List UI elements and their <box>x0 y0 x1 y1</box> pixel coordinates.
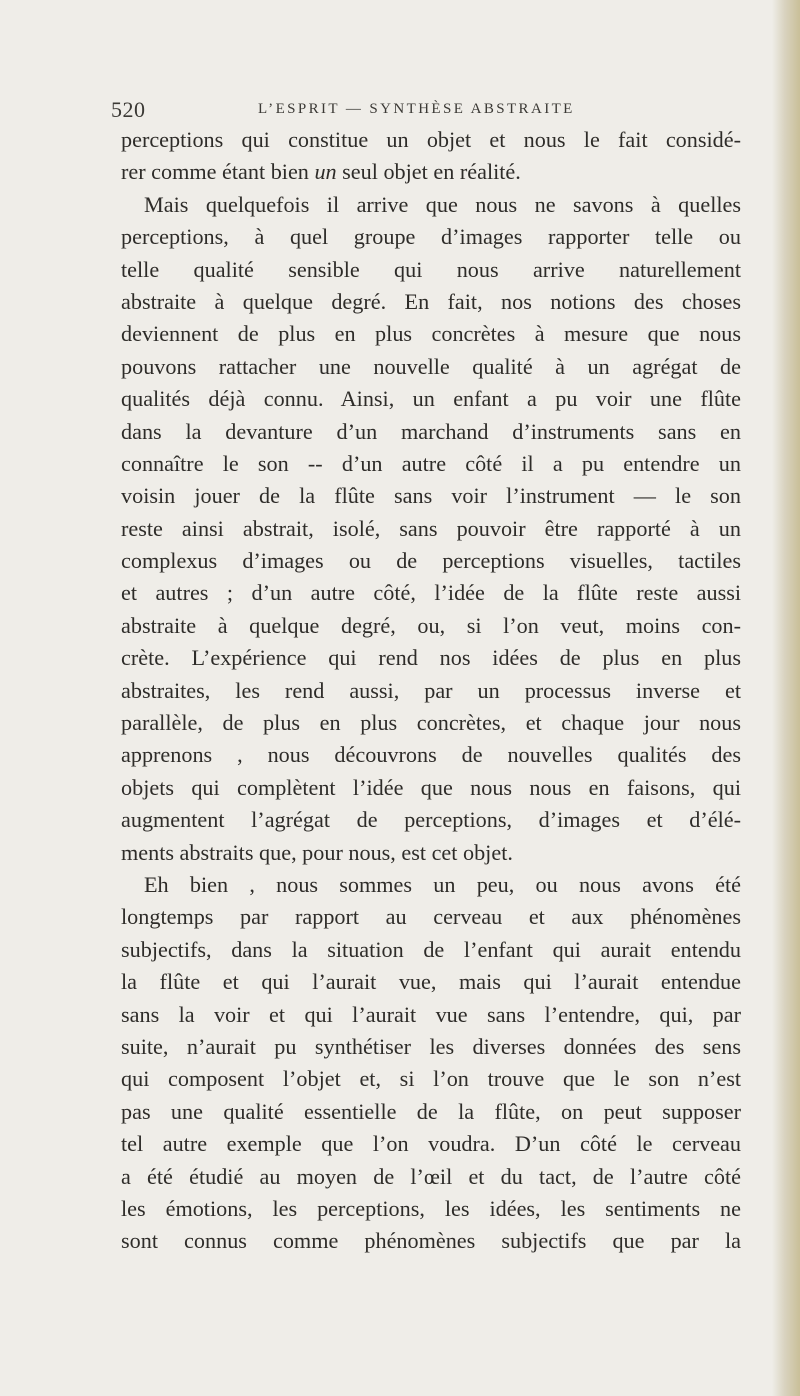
text-line: crète. L’expérience qui rend nos idées de plus en plus <box>121 645 741 671</box>
body-text <box>121 124 741 1258</box>
text-line: abstraites, les rend aussi, par un processus inverse et <box>121 677 741 703</box>
text-line: a été étudié au moyen de l’œil et du tact, de l’autre côté <box>121 1163 741 1189</box>
text-line: telle qualité sensible qui nous arrive naturellement <box>121 256 741 282</box>
text-line: la flûte et qui l’aurait vue, mais qui l’aurait entendue <box>121 969 741 995</box>
text-line: et autres ; d’un autre côté, l’idée de la flûte reste aussi <box>121 580 741 606</box>
text-line: sans la voir et qui l’aurait vue sans l’entendre, qui, par <box>121 1001 741 1027</box>
text-line: suite, n’aurait pu synthétiser les diverses données des sens <box>121 1033 741 1059</box>
text-line: qualités déjà connu. Ainsi, un enfant a pu voir une flûte <box>121 386 741 412</box>
text-line: complexus d’images ou de perceptions visuelles, tactiles <box>121 548 741 574</box>
text-line: apprenons , nous découvrons de nouvelles qualités des <box>121 742 741 768</box>
text-run: seul objet en réalité. <box>336 159 521 185</box>
text-line: perceptions qui constitue un objet et nous le fait considé- <box>121 127 741 152</box>
text-line: abstraite à quelque degré. En fait, nos notions des choses <box>121 288 741 314</box>
text-line: abstraite à quelque degré, ou, si l’on veut, moins con- <box>121 612 741 638</box>
text-line: subjectifs, dans la situation de l’enfant qui aurait entendu <box>121 936 741 962</box>
text-line: objets qui complètent l’idée que nous nous en faisons, qui <box>121 774 741 800</box>
text-line: connaître le son -- d’un autre côté il a pu entendre un <box>121 450 741 476</box>
page-edge-shadow <box>772 0 800 1396</box>
text-line: pas une qualité essentielle de la flûte, on peut supposer <box>121 1098 741 1124</box>
text-line: pouvons rattacher une nouvelle qualité à un agrégat de <box>121 353 741 379</box>
text-line: dans la devanture d’un marchand d’instruments sans en <box>121 418 741 444</box>
text-line: qui composent l’objet et, si l’on trouve que le son n’est <box>121 1066 741 1092</box>
text-line: tel autre exemple que l’on voudra. D’un côté le cerveau <box>121 1131 741 1157</box>
text-line: perceptions, à quel groupe d’images rapporter telle ou <box>121 224 741 250</box>
text-line: reste ainsi abstrait, isolé, sans pouvoir être rapporté à un <box>121 515 741 541</box>
text-line: ments abstraits que, pour nous, est cet objet. <box>121 839 513 865</box>
paragraph-start-line: Mais quelquefois il arrive que nous ne savons à quelles <box>144 191 741 217</box>
text-line <box>121 156 741 188</box>
text-line: sont connus comme phénomènes subjectifs que par la <box>121 1228 741 1254</box>
page-header <box>111 97 741 127</box>
running-head: L’ESPRIT — SYNTHÈSE ABSTRAITE <box>258 101 575 117</box>
text-line: voisin jouer de la flûte sans voir l’instrument — le son <box>121 483 741 509</box>
page-number: 520 <box>111 97 146 122</box>
text-line: les émotions, les perceptions, les idées, les sentiments ne <box>121 1195 741 1221</box>
italic-word: un <box>314 159 337 185</box>
text-line: deviennent de plus en plus concrètes à mesure que nous <box>121 321 741 347</box>
text-line: augmentent l’agrégat de perceptions, d’images et d’élé- <box>121 807 741 833</box>
paragraph-start-line: Eh bien , nous sommes un peu, ou nous avons été <box>144 871 741 897</box>
text-line: parallèle, de plus en plus concrètes, et chaque jour nous <box>121 710 741 736</box>
text-run: rer comme étant bien <box>121 159 315 185</box>
text-line: longtemps par rapport au cerveau et aux phénomènes <box>121 904 741 930</box>
